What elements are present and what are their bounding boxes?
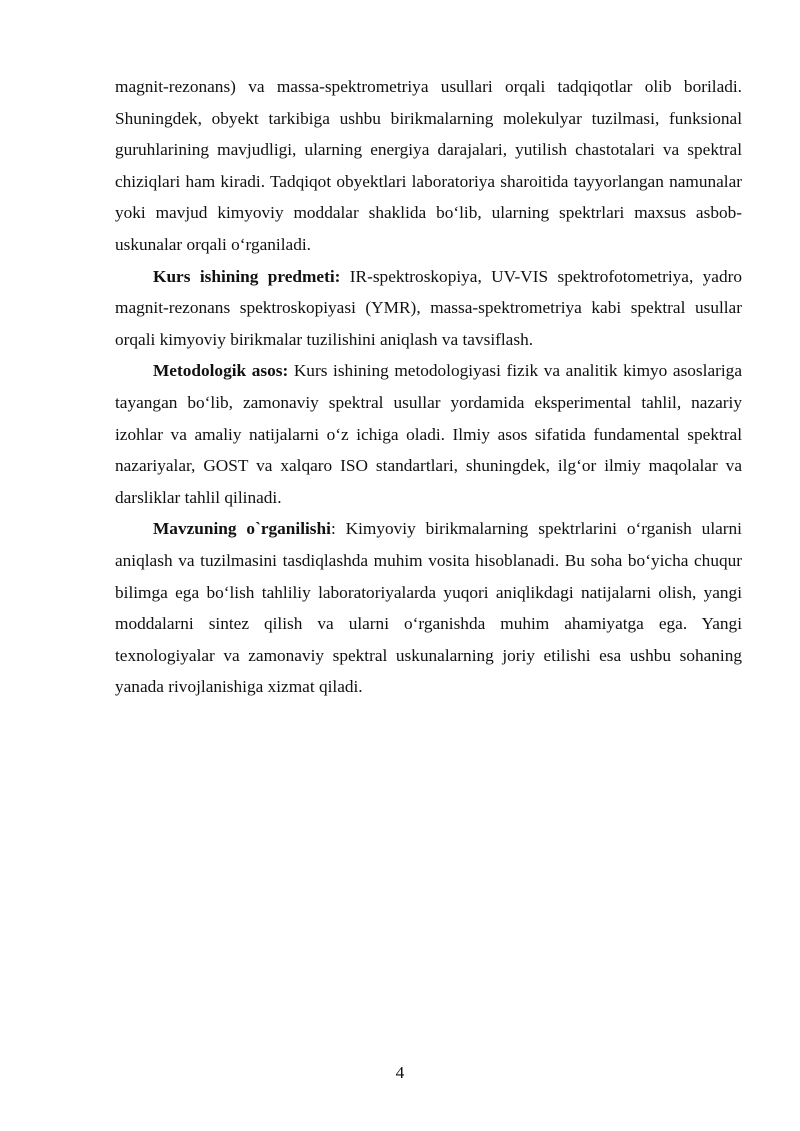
paragraph-methodology (115, 355, 742, 513)
paragraph-text: magnit-rezonans) va massa-spektrometriya usullari orqali tadqiqotlar olib boriladi. Shuningdek, obyekt tarkibiga ushbu birikmalarning molekulyar tuzilmasi, funksional guruhlarining mavjudligi, ularning energiya darajalari, yutilish chastotalari va spektral chiziqlari ham kiradi. Tadqiqot obyektlari laboratoriya sharoitida tayyorlangan namunalar yoki mavjud kimyoviy moddalar shaklida bo‘lib, ularning spektrlari maxsus asbob-uskunalar orqali o‘rganiladi. (115, 77, 742, 254)
paragraph-topic-study (115, 513, 742, 703)
paragraph-subject (115, 261, 742, 356)
paragraph-text: : Kimyoviy birikmalarning spektrlarini o‘rganish ularni aniqlash va tuzilmasini tasdiqlashda muhim vosita hisoblanadi. Bu soha bo‘yicha chuqur bilimga ega bo‘lish tahliliy laboratoriyalarda yuqori aniqlikdagi natijalarni olish, yangi moddalarni sintez qilish va ularni o‘rganishda muhim ahamiyatga ega. Yangi texnologiyalar va zamonaviy spektral uskunalarning joriy etilishi esa ushbu sohaning yanada rivojlanishiga xizmat qiladi. (115, 519, 742, 697)
paragraph-text: IR-spektroskopiya, UV-VIS spektrofotometriya, yadro magnit-rezonans spektroskopiyasi (YMR), massa-spektrometriya kabi spektral usullar orqali kimyoviy birikmalar tuzilishini aniqlash va tavsiflash. (115, 266, 743, 349)
paragraph-term: Mavzuning o`rganilishi (153, 519, 331, 539)
page-number: 4 (395, 1063, 405, 1082)
paragraph-term: Metodologik asos: (153, 361, 289, 381)
document-body (115, 71, 742, 703)
paragraph-text: Kurs ishining metodologiyasi fizik va analitik kimyo asoslariga tayangan bo‘lib, zamonaviy spektral usullar yordamida eksperimental tahlil, nazariy izohlar va amaliy natijalarni o‘z ichiga oladi. Ilmiy asos sifatida fundamental spektral nazariyalar, GOST va xalqaro ISO standartlari, shuningdek, ilg‘or ilmiy maqolalar va darsliklar tahlil qilinadi. (115, 361, 742, 507)
paragraph-continuation (115, 71, 742, 261)
paragraph-term: Kurs ishining predmeti: (153, 266, 341, 286)
